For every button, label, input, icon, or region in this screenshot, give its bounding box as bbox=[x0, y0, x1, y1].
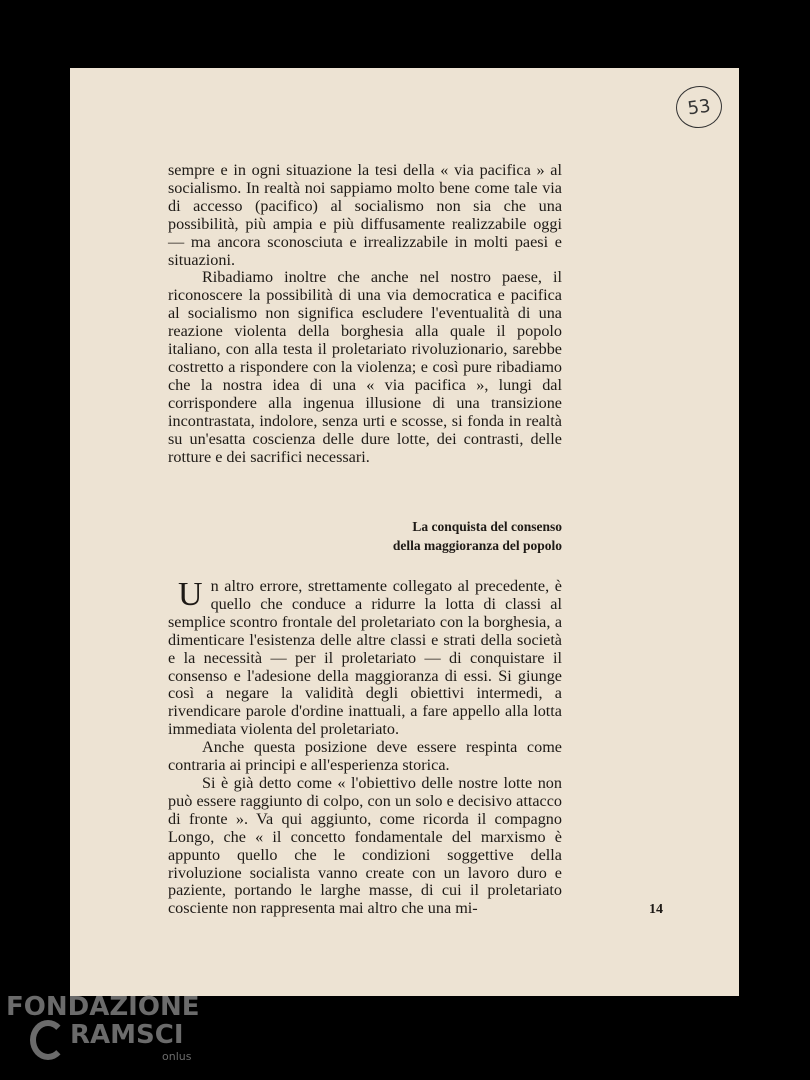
text-block-2 bbox=[168, 578, 562, 918]
logo-line: RAMSCI bbox=[70, 1020, 184, 1050]
paragraph: sempre e in ogni situazione la tesi della « via pacifica » al socialismo. In realtà noi sappiamo molto bene come tale via di accesso (pacifico) al socialismo non sia che una possibilità, più ampia e più diffusamente realizzabile oggi — ma ancora sconosciuta e irrealizzabile in molti paesi e situazioni. bbox=[168, 161, 562, 269]
paragraph-text: n altro errore, strettamente collegato al precedente, è quello che conduce a ridurre la lotta di classi al semplice scontro frontale del proletariato con la borghesia, a dimenticare l'esistenza delle altre classi e strati della società e la necessità — per il proletariato — di conquistare il consenso e l'adesione della maggioranza di essi. Si giunge così a negare la validità degli obiettivi intermedi, a rivendicare parole d'ordine inattuali, a fare appello alla lotta immediata violenta del proletariato. bbox=[168, 577, 562, 739]
section-heading bbox=[300, 517, 562, 555]
paragraph: Ribadiamo inoltre che anche nel nostro paese, il riconoscere la possibilità di una via democratica e pacifica al socialismo non significa escludere l'eventualità di una reazione violenta della borghesia alla quale il popolo italiano, con alla testa il proletariato rivoluzionario, sarebbe costretto a rispondere con la violenza; e così pure ribadiamo che la nostra idea di una « via pacifica », lungi dal corrispondere alla ingenua illusione di una transizione incontrastata, indolore, senza urti e scosse, si fonda in realtà su un'esatta coscienza delle dure lotte, dei contrasti, delle rotture e dei sacrifici necessari. bbox=[168, 268, 562, 466]
paragraph: Si è già detto come « l'obiettivo delle nostre lotte non può essere raggiunto di colpo, con un solo e decisivo attacco di fronte ». Va qui aggiunto, come ricorda il compagno Longo, che « il concetto fondamentale del marxismo è appunto quello che le condizioni soggettive della rivoluzione socialista vanno create con un lavoro duro e paziente, portando le larghe masse, di cui il proletariato cosciente non rappresenta mai altro che una mi- bbox=[168, 773, 562, 918]
logo-g-icon bbox=[30, 1020, 66, 1060]
paragraph bbox=[168, 578, 562, 739]
heading-line: della maggioranza del popolo bbox=[392, 538, 562, 553]
text-block-1 bbox=[168, 162, 562, 466]
drop-cap: U bbox=[178, 576, 203, 613]
paragraph: Anche questa posizione deve essere respinta come contraria ai principi e all'esperienza storica. bbox=[168, 738, 562, 775]
logo-line: onlus bbox=[162, 1050, 192, 1063]
heading-line: La conquista del consenso bbox=[412, 519, 562, 534]
fondazione-gramsci-logo bbox=[0, 990, 210, 1070]
logo-line: FONDAZIONE bbox=[6, 992, 200, 1022]
folio-annotation: 53 bbox=[673, 83, 724, 131]
page-number: 14 bbox=[649, 902, 663, 917]
